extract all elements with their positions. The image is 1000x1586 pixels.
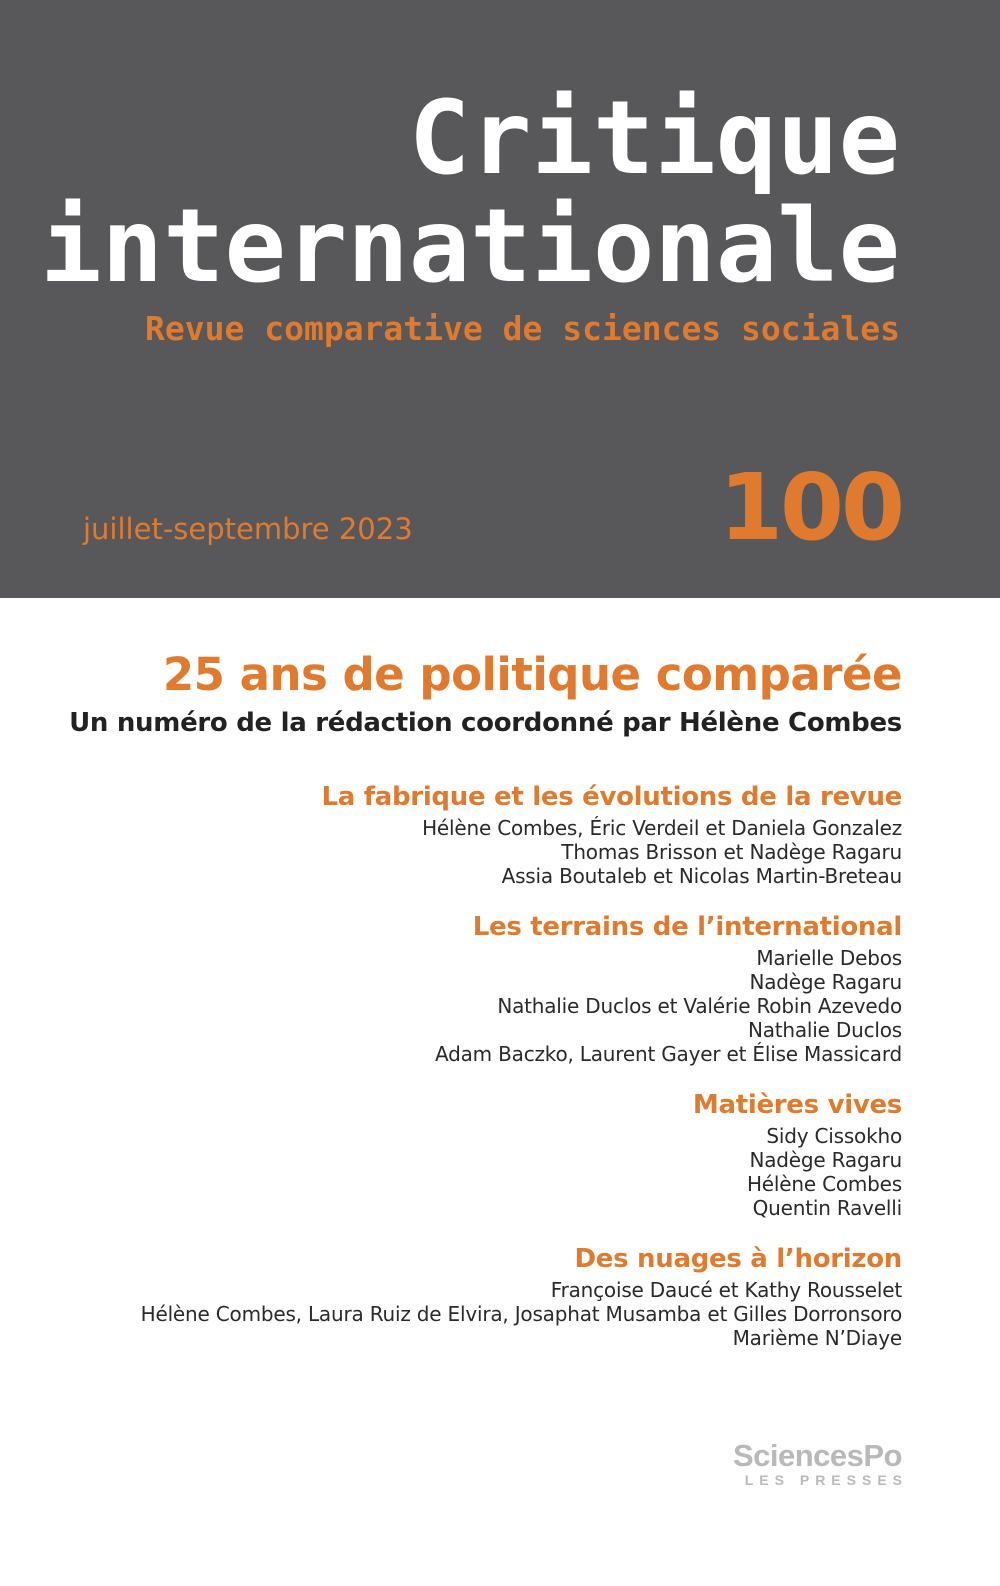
publisher-name: SciencesPo	[732, 1438, 902, 1473]
author-line: Marième N’Diaye	[732, 1326, 902, 1350]
header-band	[0, 0, 1000, 598]
section-title: Matières vives	[692, 1090, 902, 1120]
journal-title-line1: Critique	[408, 79, 900, 198]
author-list	[42, 816, 902, 888]
author-line: Adam Baczko, Laurent Gayer et Élise Massicard	[435, 1042, 902, 1066]
section-nuages	[42, 1242, 902, 1350]
author-list	[42, 1278, 902, 1350]
theme-title: 25 ans de politique comparée	[162, 648, 902, 701]
journal-title-line2: internationale	[40, 187, 900, 306]
section-title: Les terrains de l’international	[472, 912, 902, 942]
section-terrains	[42, 910, 902, 1066]
author-line: Hélène Combes, Éric Verdeil et Daniela Gonzalez	[422, 816, 902, 840]
issue-number: 100	[718, 454, 902, 561]
section-fabrique	[42, 780, 902, 888]
section-title: Des nuages à l’horizon	[574, 1244, 902, 1274]
author-line: Nathalie Duclos	[747, 1018, 902, 1042]
author-line: Sidy Cissokho	[766, 1124, 902, 1148]
author-line: Assia Boutaleb et Nicolas Martin-Breteau	[501, 864, 902, 888]
publisher-logo	[732, 1438, 908, 1488]
author-line: Thomas Brisson et Nadège Ragaru	[561, 840, 902, 864]
author-line: Quentin Ravelli	[752, 1196, 902, 1220]
author-line: Nadège Ragaru	[749, 1148, 902, 1172]
issue-date: juillet-septembre 2023	[83, 512, 413, 546]
author-list	[42, 946, 902, 1066]
section-title: La fabrique et les évolutions de la revue	[321, 782, 902, 812]
author-line: Hélène Combes	[746, 1172, 902, 1196]
author-line: Nadège Ragaru	[749, 970, 902, 994]
author-line: Françoise Daucé et Kathy Rousselet	[550, 1278, 902, 1302]
author-line: Nathalie Duclos et Valérie Robin Azevedo	[497, 994, 902, 1018]
journal-subtitle: Revue comparative de sciences sociales	[145, 309, 900, 348]
author-list	[42, 1124, 902, 1220]
author-line: Marielle Debos	[756, 946, 902, 970]
theme-coordinator: Un numéro de la rédaction coordonné par Hélène Combes	[69, 708, 902, 738]
table-of-contents	[42, 648, 902, 1350]
publisher-sub: LES PRESSES	[744, 1472, 908, 1488]
author-line: Hélène Combes, Laura Ruiz de Elvira, Josaphat Musamba et Gilles Dorronsoro	[140, 1302, 902, 1326]
section-matieres	[42, 1088, 902, 1220]
